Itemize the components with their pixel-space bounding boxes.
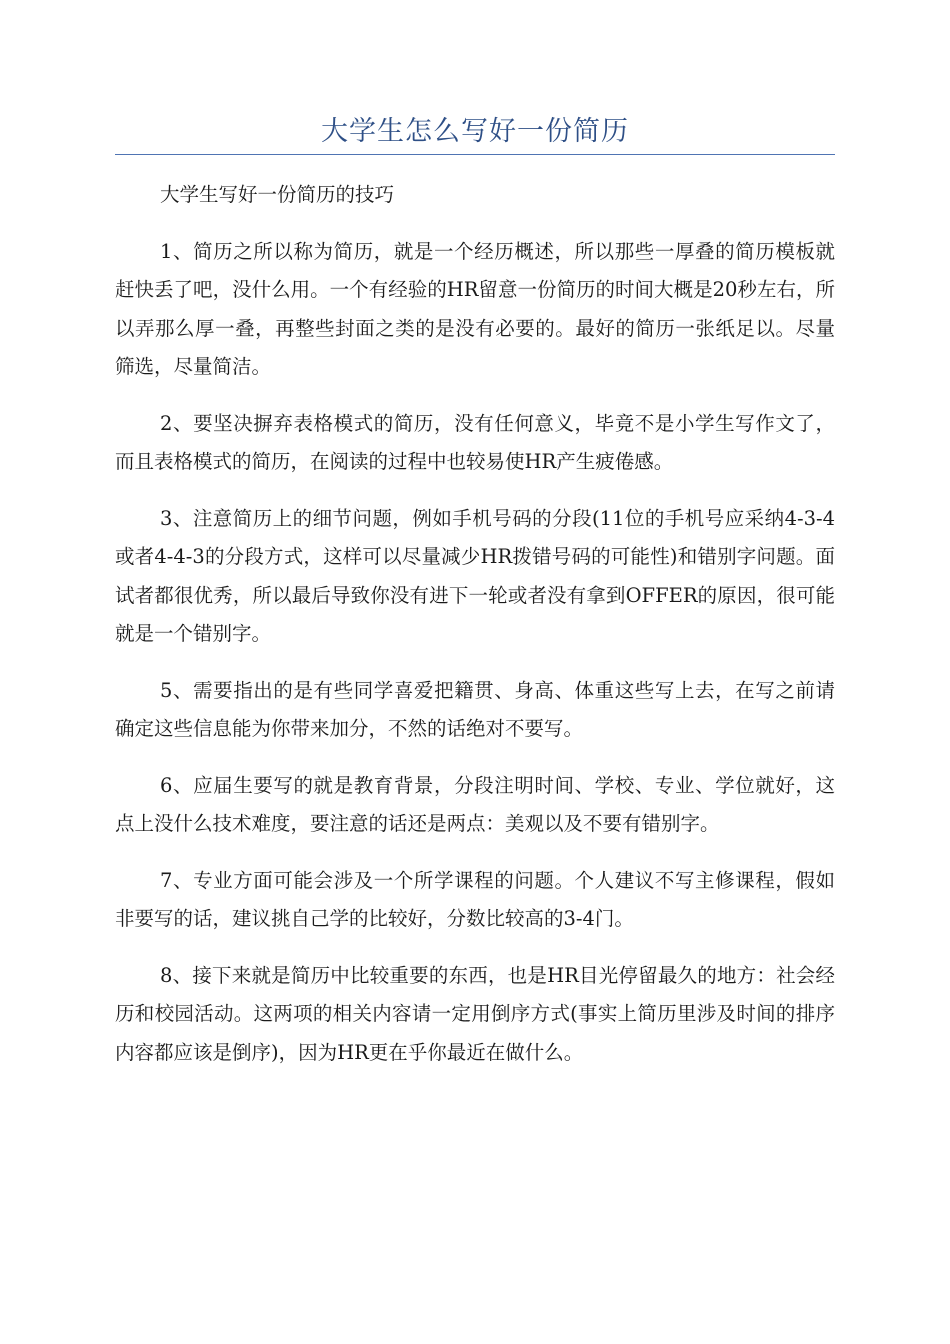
paragraph-7: 7、专业方面可能会涉及一个所学课程的问题。个人建议不写主修课程，假如非要写的话，建议挑自己学的比较好，分数比较高的3-4门。 [115, 868, 835, 930]
title-block [115, 112, 835, 152]
paragraph-1: 1、简历之所以称为简历，就是一个经历概述，所以那些一厚叠的简历模板就赶快丢了吧，没什么用。一个有经验的HR留意一份简历的时间大概是20秒左右，所以弄那么厚一叠，再整些封面之类的是没有必要的。最好的简历一张纸足以。尽量筛选，尽量简洁。 [115, 239, 835, 378]
document-body [115, 176, 835, 1090]
title-underline [115, 154, 835, 155]
paragraph-3: 3、注意简历上的细节问题，例如手机号码的分段(11位的手机号应采纳4-3-4或者4-4-3的分段方式，这样可以尽量减少HR拨错号码的可能性)和错别字问题。面试者都很优秀，所以最后导致你没有进下一轮或者没有拿到OFFER的原因，很可能就是一个错别字。 [115, 506, 835, 645]
page-title: 大学生怎么写好一份简历 [321, 116, 629, 147]
paragraph-8: 8、接下来就是简历中比较重要的东西，也是HR目光停留最久的地方：社会经历和校园活动。这两项的相关内容请一定用倒序方式(事实上简历里涉及时间的排序内容都应该是倒序)，因为HR更在乎你最近在做什么。 [115, 963, 835, 1064]
paragraph-6: 6、应届生要写的就是教育背景，分段注明时间、学校、专业、学位就好，这点上没什么技术难度，要注意的话还是两点：美观以及不要有错别字。 [115, 773, 835, 835]
section-subtitle: 大学生写好一份简历的技巧 [160, 183, 395, 206]
paragraph-2: 2、要坚决摒弃表格模式的简历，没有任何意义，毕竟不是小学生写作文了，而且表格模式的简历，在阅读的过程中也较易使HR产生疲倦感。 [115, 411, 835, 473]
paragraph-5: 5、需要指出的是有些同学喜爱把籍贯、身高、体重这些写上去，在写之前请确定这些信息能为你带来加分，不然的话绝对不要写。 [115, 678, 835, 740]
